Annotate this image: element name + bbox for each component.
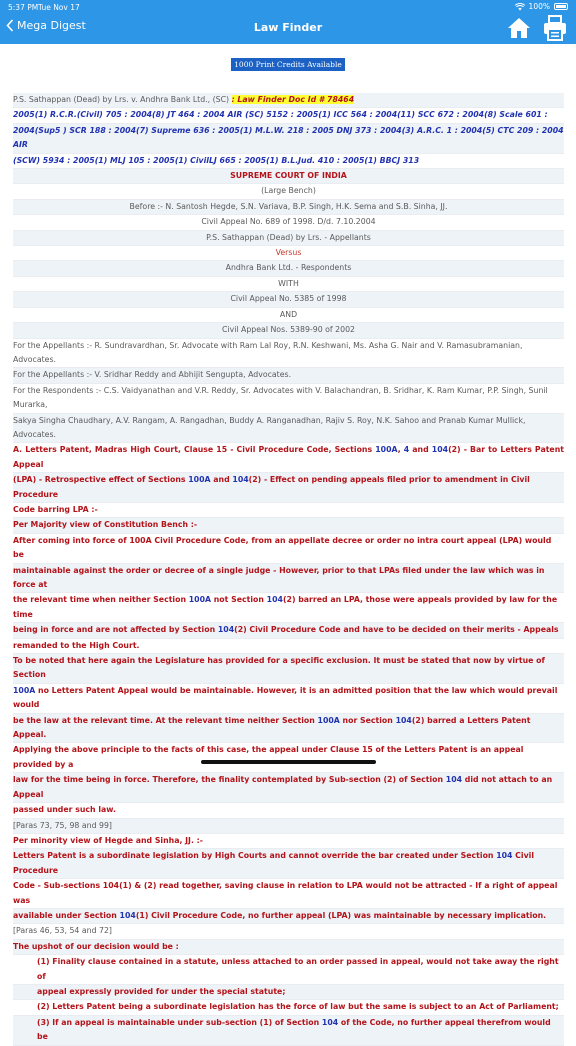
para-text: (3) If an appeal is maintainable under sub-section (1) of Section	[37, 1017, 322, 1027]
section-link[interactable]: 104	[431, 445, 449, 455]
para-1-line-5: remanded to the High Court.	[13, 639, 564, 654]
para-2-line-1: To be noted that here again the Legislature has provided for a specific exclusion. It must be stated that now by virtue of Section	[13, 654, 564, 684]
printer-icon[interactable]	[543, 15, 567, 41]
para-text: (2) barred an LPA, those were appeals provided by law for the time	[13, 595, 558, 619]
court-name: SUPREME COURT OF INDIA	[13, 169, 564, 184]
section-link[interactable]: 104	[266, 595, 283, 605]
section-link[interactable]: 104	[321, 1017, 339, 1027]
section-link[interactable]: 100A	[188, 475, 211, 485]
para-2-line-2	[13, 684, 564, 714]
para-text: no Letters Patent Appeal would be maintainable. However, it is an admitted position that the law which would prevail would	[13, 685, 558, 710]
respondents: Andhra Bank Ltd. - Respondents	[13, 261, 564, 276]
para-text: of the Code, no further appeal therefrom would be	[37, 1017, 551, 1042]
headnote-text: A. Letters Patent, Madras High Court, Clause 15 - Civil Procedure Code, Sections	[13, 445, 376, 455]
section-link[interactable]: 4	[403, 445, 410, 455]
appeal-number-3: Civil Appeal Nos. 5389-90 of 2002	[13, 323, 564, 338]
point-3	[13, 1016, 564, 1046]
point-1-line-2: appeal expressly provided for under the special statute;	[13, 985, 564, 1000]
and-label: AND	[13, 308, 564, 323]
section-link[interactable]: 100A	[317, 715, 340, 725]
para-text: (2) Civil Procedure Code and have to be decided on their merits - Appeals	[234, 625, 559, 635]
para-text: (2) barred a Letters Patent Appeal.	[13, 715, 531, 740]
citations-line-1: 2005(1) R.C.R.(Civil) 705 : 2004(8) JT 464 : 2004 AIR (SC) 5152 : 2005(1) ICC 564 : 2004(11) SCC 672 : 2004(8) Scale 601 :	[13, 108, 564, 123]
section-link[interactable]: 104	[395, 715, 412, 725]
section-link[interactable]: 104	[445, 775, 463, 785]
status-bar	[0, 0, 576, 14]
headnote-a-line-3: Code barring LPA :-	[13, 503, 564, 518]
with-label: WITH	[13, 277, 564, 292]
para-4-line-3	[13, 909, 564, 924]
versus: Versus	[13, 246, 564, 261]
counsel-3a: For the Respondents :- C.S. Vaidyanathan and V.R. Reddy, Sr. Advocates with V. Balachandran, B. Sridhar, K. Ram Kumar, P.P. Singh, Sunil Murarka,	[13, 384, 564, 414]
point-2: (2) Letters Patent being a subordinate legislation has the force of law but the same is subject to an Act of Parliament;	[13, 1000, 564, 1015]
para-text: did not attach to an Appeal	[13, 775, 553, 799]
section-link[interactable]: 100A	[13, 685, 36, 695]
para-text: available under Section	[13, 910, 120, 920]
battery-icon	[554, 3, 568, 10]
para-4-line-1	[13, 849, 564, 879]
nav-bar	[0, 14, 576, 44]
majority-heading: Per Majority view of Constitution Bench :-	[13, 518, 564, 533]
section-link[interactable]: 104	[217, 625, 235, 635]
para-1-line-1: After coming into force of 100A Civil Procedure Code, from an appellate decree or order no intra court appeal (LPA) would be	[13, 534, 564, 564]
section-link[interactable]: 104	[496, 851, 513, 861]
home-indicator[interactable]	[201, 760, 376, 764]
battery-percent: 100%	[528, 2, 550, 11]
para-text: be the law at the relevant time. At the relevant time neither Section	[13, 715, 318, 725]
para-1-line-3	[13, 593, 564, 623]
counsel-3b: Sakya Singha Chaudhary, A.V. Rangam, A. Rangadhan, Buddy A. Ranganadhan, Rajiv S. Roy, N.K. Sahoo and Pranab Kumar Mullick, Advocates.	[13, 414, 564, 444]
para-text: Civil Procedure	[13, 851, 535, 875]
status-time: 5:37 PM	[8, 3, 39, 12]
wifi-icon	[515, 3, 525, 11]
section-link[interactable]: 100A	[188, 595, 212, 605]
judges: Before :- N. Santosh Hegde, S.N. Variava, B.P. Singh, H.K. Sema and S.B. Sinha, JJ.	[13, 200, 564, 215]
headnote-text: (LPA) - Retrospective effect of Sections	[13, 475, 189, 485]
document-body	[13, 93, 564, 1046]
point-1-line-1: (1) Finality clause contained in a statute, unless attached to an order passed in appeal, would not take away the right of	[13, 955, 564, 985]
para-text: law for the time being in force. Therefore, the finality contemplated by Sub-section (2) of Section	[13, 775, 446, 785]
upshot-heading: The upshot of our decision would be :	[13, 940, 564, 955]
citations-line-2: 2004(Sup5 ) SCR 188 : 2004(7) Supreme 636 : 2005(1) M.L.W. 218 : 2005 DNJ 373 : 2004(3) A.R.C. 1 : 2004(5) CTC 209 : 2004 AIR	[13, 124, 564, 154]
para-3-line-3: passed under such law.	[13, 803, 564, 818]
headnote-text: and	[210, 475, 233, 485]
para-3-line-2	[13, 773, 564, 803]
para-1-line-4	[13, 623, 564, 638]
minority-heading: Per minority view of Hegde and Sinha, JJ. :-	[13, 834, 564, 849]
headnote-text: (2) - Effect on pending appeals filed prior to amendment in Civil Procedure	[13, 475, 530, 499]
appeal-number-2: Civil Appeal No. 5385 of 1998	[13, 292, 564, 307]
paras-ref-2: [Paras 46, 53, 54 and 72]	[13, 924, 564, 939]
section-link[interactable]: 104	[119, 910, 136, 920]
counsel-1: For the Appellants :- R. Sundravardhan, Sr. Advocate with Ram Lal Roy, R.N. Keshwani, Ms. Asha G. Nair and V. Ramasubramanian, Advocates.	[13, 339, 564, 369]
back-label: Mega Digest	[17, 19, 86, 32]
para-text: the relevant time when neither Section	[13, 595, 189, 605]
para-text: Letters Patent is a subordinate legislation by High Courts and cannot override the bar created under Section	[13, 851, 497, 861]
para-2-line-3	[13, 714, 564, 744]
case-parties: P.S. Sathappan (Dead) by Lrs. v. Andhra Bank Ltd., (SC)	[13, 95, 230, 104]
appellants: P.S. Sathappan (Dead) by Lrs. - Appellants	[13, 231, 564, 246]
headnote-a-line-2	[13, 473, 564, 503]
bench: (Large Bench)	[13, 184, 564, 199]
para-4-line-2: Code - Sub-sections 104(1) & (2) read together, saving clause in relation to LPA would not be attracted - If a right of appeal was	[13, 879, 564, 909]
section-link[interactable]: 100A	[375, 445, 398, 455]
para-text: being in force and are not affected by Section	[13, 625, 218, 635]
headnote-a-line-1	[13, 443, 564, 473]
para-1-line-2: maintainable against the order or decree of a single judge - However, prior to that LPAs filed under the law which was in force at	[13, 564, 564, 594]
doc-id: : Law Finder Doc Id # 78464	[231, 95, 355, 104]
para-text: nor Section	[339, 715, 396, 725]
status-date: Tue Nov 17	[38, 3, 80, 12]
para-text: not Section	[211, 595, 267, 605]
case-title-row	[13, 93, 564, 108]
top-bar	[0, 0, 576, 44]
appeal-number-1: Civil Appeal No. 689 of 1998. D/d. 7.10.2004	[13, 215, 564, 230]
para-text: (1) Civil Procedure Code, no further appeal (LPA) was maintainable by necessary implication.	[135, 910, 547, 920]
home-icon[interactable]	[507, 16, 531, 40]
section-link[interactable]: 104	[232, 475, 249, 485]
citations-line-3: (SCW) 5934 : 2005(1) MLJ 105 : 2005(1) CivilLJ 665 : 2005(1) B.L.Jud. 410 : 2005(1) BBCJ 313	[13, 154, 564, 169]
status-right	[515, 2, 568, 11]
headnote-text: (2) - Bar to Letters Patent Appeal	[13, 445, 564, 469]
counsel-2: For the Appellants :- V. Sridhar Reddy and Abhijit Sengupta, Advocates.	[13, 368, 564, 383]
credits-banner	[0, 52, 576, 71]
para-3-line-1: Applying the above principle to the facts of this case, the appeal under Clause 15 of the Letters Patent is an appeal provided by a	[13, 743, 564, 773]
print-credits: 1000 Print Credits Available	[231, 58, 345, 71]
paras-ref-1: [Paras 73, 75, 98 and 99]	[13, 819, 564, 834]
headnote-text: and	[409, 445, 432, 455]
page-title: Law Finder	[253, 21, 323, 34]
headnote-text: ,	[397, 445, 404, 455]
